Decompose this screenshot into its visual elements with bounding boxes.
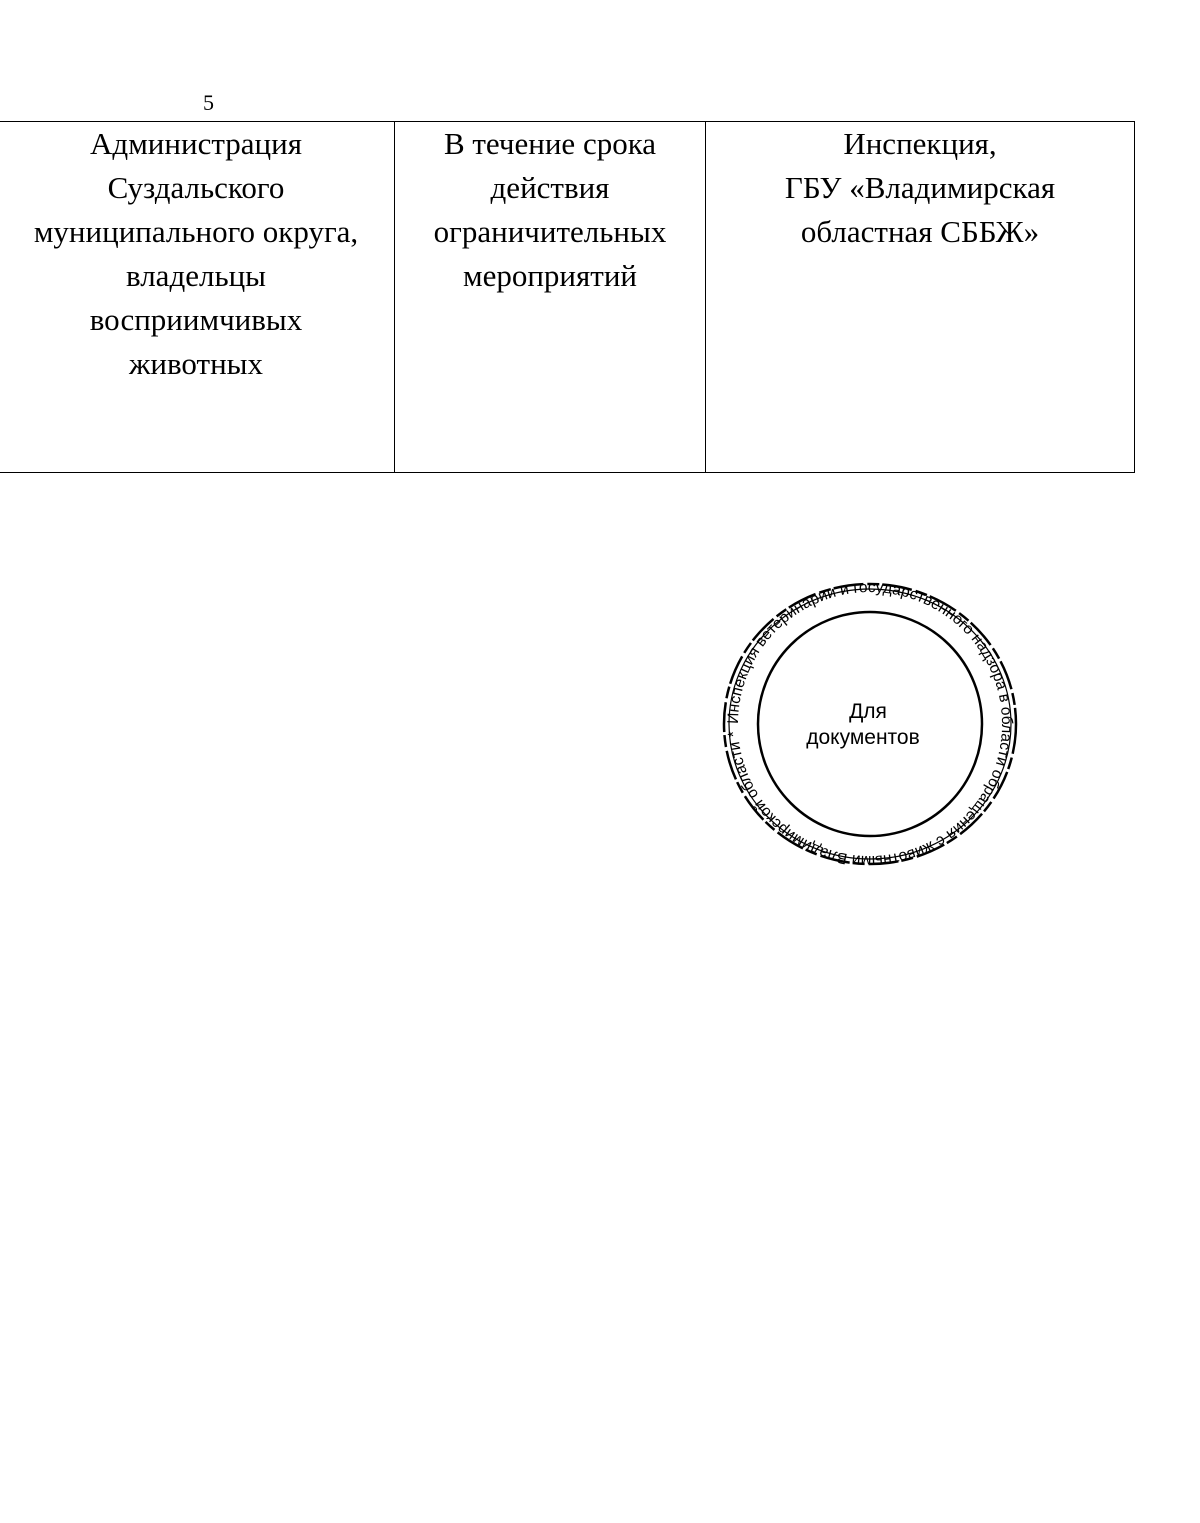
- cell-line: муниципального округа,: [33, 214, 359, 249]
- cell-line: животных: [129, 346, 263, 381]
- table-row: [0, 122, 1135, 473]
- cell-line: областная СББЖ»: [800, 214, 1040, 249]
- cell-line: мероприятий: [462, 258, 638, 293]
- cell-line: действия: [490, 170, 610, 205]
- cell-line: ГБУ «Владимирская: [784, 170, 1056, 205]
- seal-ring-textpath: Инспекция ветеринарии и государственного надзора в области обращения с животными Владимирской области *: [724, 578, 1016, 870]
- cell-line: Инспекция,: [843, 126, 997, 161]
- cell-line: восприимчивых: [89, 302, 303, 337]
- page-number: 5: [203, 90, 214, 115]
- cell-line: В течение срока: [443, 126, 657, 161]
- deadline-cell: [395, 122, 706, 473]
- seal-inner-ring: [758, 612, 982, 836]
- seal-center-line2: документов: [806, 726, 920, 749]
- cell-line: Суздальского: [107, 170, 285, 205]
- cell-line: Администрация: [90, 126, 302, 161]
- cell-line: владельцы: [125, 258, 266, 293]
- seal-center-line1: Для: [849, 700, 887, 723]
- official-seal: [720, 578, 1020, 870]
- cell-line: ограничительных: [433, 214, 667, 249]
- control-cell: [706, 122, 1135, 473]
- responsible-executors-cell: [0, 122, 395, 473]
- measures-table: [0, 121, 1135, 473]
